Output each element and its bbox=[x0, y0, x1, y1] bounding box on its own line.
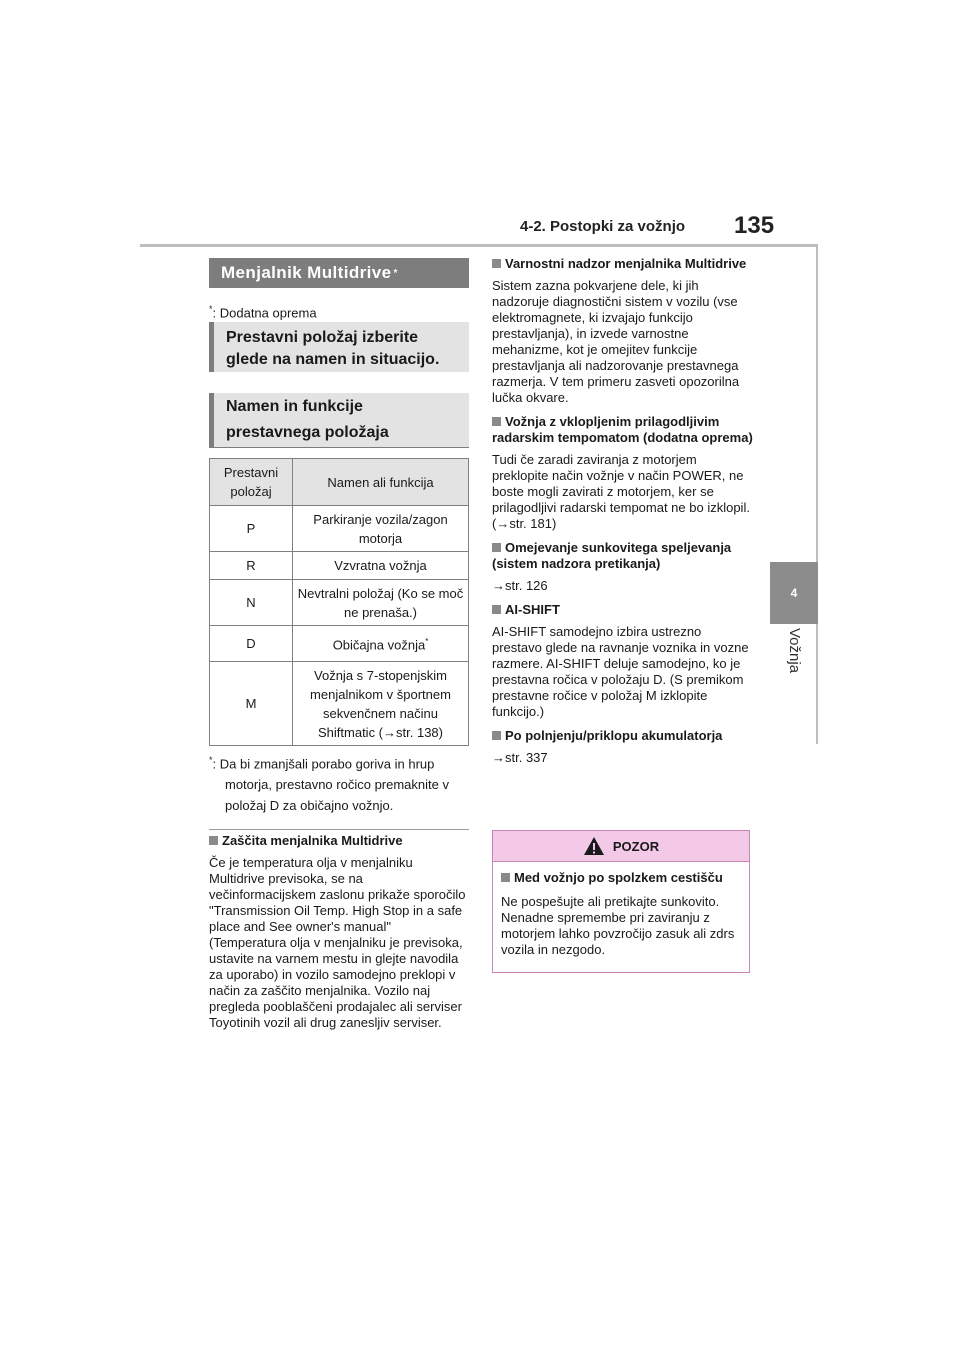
right-column bbox=[492, 256, 754, 774]
chapter-label: Vožnja bbox=[786, 628, 803, 674]
section-body: AI-SHIFT samodejno izbira ustrezno prestavo glede na ravnanje voznika in vozne razmere. AI-SHIFT deluje samodejno, ko je prestavna ročica v položaju D. (S premikom prestavne ročice v položaj M izklopite funkcijo.) bbox=[492, 624, 749, 719]
caution-label: POZOR bbox=[612, 838, 660, 854]
caution-box bbox=[492, 830, 750, 973]
section-ai-shift bbox=[492, 602, 754, 720]
table-cell-position: M bbox=[210, 662, 293, 746]
header-rule bbox=[140, 244, 818, 247]
table-cell-position: D bbox=[210, 626, 293, 662]
chapter-number: 4 bbox=[790, 586, 798, 600]
square-bullet-icon bbox=[492, 543, 501, 552]
section-title: Omejevanje sunkovitega speljevanja (sistem nadzora pretikanja) bbox=[492, 540, 732, 571]
table-cell-function: Parkiranje vozila/zagon motorja bbox=[293, 506, 469, 552]
subheading-gear-functions: Namen in funkcije prestavnega položaja bbox=[209, 393, 469, 447]
footnote-option: *: Dodatna oprema bbox=[209, 304, 317, 321]
table-cell-position: N bbox=[210, 580, 293, 626]
footnote-fuel-economy: *: Da bi zmanjšali porabo goriva in hrup motorja, prestavno ročico premaknite v položaj D za običajno vožnjo. bbox=[209, 755, 449, 814]
section-sudden-start bbox=[492, 540, 754, 594]
square-bullet-icon bbox=[492, 259, 501, 268]
table-cell-function: Vožnja s 7-stopenjskim menjalnikom v športnem sekvenčnem načinu Shiftmatic (→str. 138) bbox=[293, 662, 469, 746]
section-body: Sistem zazna pokvarjene dele, ki jih nadzoruje diagnostični sistem v vozilu (vse elektromagnete, ki izvajajo funkcijo prestavljanja), in izvede varnostne mehanizme, kot je omejitev funkcije prestavljanja ali nadzorovanje prestavnega razmerja. V tem primeru zasveti opozorilna lučka okvare. bbox=[492, 278, 740, 405]
warning-triangle-icon bbox=[583, 836, 605, 856]
page-reference-link[interactable]: →str. 337 bbox=[492, 750, 548, 765]
page-number: 135 bbox=[734, 212, 775, 239]
table-row bbox=[210, 506, 469, 552]
table-row bbox=[210, 580, 469, 626]
section-body: Če je temperatura olja v menjalniku Multidrive previsoka, se na večinformacijskem zaslonu prikaže sporočilo "Transmission Oil Temp. High Stop in a safe place and See owner's manual" (Temperatura olja v menjalniku je previsoka, ustavite na varnem mestu in glejte navodila za uporabo) in vozilo samodejno preklopi v način za zaščito menjalnika. Vozilo naj pregleda pooblaščeni prodajalec ali serviser Toyotinih vozil ali drug zanesljiv serviser. bbox=[209, 855, 466, 1030]
table-cell-position: P bbox=[210, 506, 293, 552]
section-title: Po polnjenju/priklopu akumulatorja bbox=[492, 728, 754, 744]
table-cell-function: Nevtralni položaj (Ko se moč ne prenaša.) bbox=[293, 580, 469, 626]
square-bullet-icon bbox=[492, 731, 501, 740]
side-tab-rail bbox=[816, 244, 818, 744]
section-radar-cruise bbox=[492, 414, 754, 532]
section-battery bbox=[492, 728, 754, 766]
section-title: Zaščita menjalnika Multidrive bbox=[209, 833, 471, 849]
caution-header bbox=[493, 831, 749, 862]
heading-multidrive bbox=[209, 258, 469, 288]
table-row bbox=[210, 626, 469, 662]
heading-mark: * bbox=[393, 267, 398, 279]
table-header-position: Prestavni položaj bbox=[210, 459, 293, 506]
heading-text: Menjalnik Multidrive bbox=[221, 263, 392, 282]
table-cell-function: Običajna vožnja* bbox=[293, 626, 469, 662]
gear-position-table bbox=[209, 458, 469, 746]
page-reference-link[interactable]: →str. 126 bbox=[492, 578, 548, 593]
table-header-function: Namen ali funkcija bbox=[293, 459, 469, 506]
subheading-rule bbox=[209, 447, 469, 448]
section-safety-control bbox=[492, 256, 754, 406]
chapter-tab[interactable] bbox=[770, 562, 818, 624]
square-bullet-icon bbox=[501, 873, 510, 882]
section-title: 4-2. Postopki za vožnjo bbox=[520, 218, 686, 235]
table-row bbox=[210, 662, 469, 746]
section-protect-multidrive bbox=[209, 833, 471, 1031]
square-bullet-icon bbox=[492, 417, 501, 426]
table-header-row bbox=[210, 459, 469, 506]
section-title: Varnostni nadzor menjalnika Multidrive bbox=[492, 256, 754, 272]
caution-text: Ne pospešujte ali pretikajte sunkovito. Nenadne spremembe pri zaviranju z motorjem lahko povzročijo zasuk ali zdrs vozila in nezgodo. bbox=[501, 894, 735, 957]
subheading-select-gear: Prestavni položaj izberite glede na namen in situacijo. bbox=[209, 322, 469, 372]
table-row bbox=[210, 552, 469, 580]
section-title: AI-SHIFT bbox=[492, 602, 754, 618]
section-title: Vožnja z vklopljenim prilagodljivim radarskim tempomatom (dodatna oprema) bbox=[492, 414, 753, 445]
caution-body bbox=[493, 862, 749, 958]
square-bullet-icon bbox=[209, 836, 218, 845]
section-body: Tudi če zaradi zaviranja z motorjem preklopite način vožnje v način POWER, ne boste mogli zavirati z motorjem, ker se prilagodljivi radarski tempomat ne bo izklopil. (→str. 181) bbox=[492, 452, 750, 531]
section-divider bbox=[209, 829, 469, 830]
square-bullet-icon bbox=[492, 605, 501, 614]
table-cell-position: R bbox=[210, 552, 293, 580]
table-cell-function: Vzvratna vožnja bbox=[293, 552, 469, 580]
caution-title: Med vožnjo po spolzkem cestišču bbox=[501, 870, 741, 886]
